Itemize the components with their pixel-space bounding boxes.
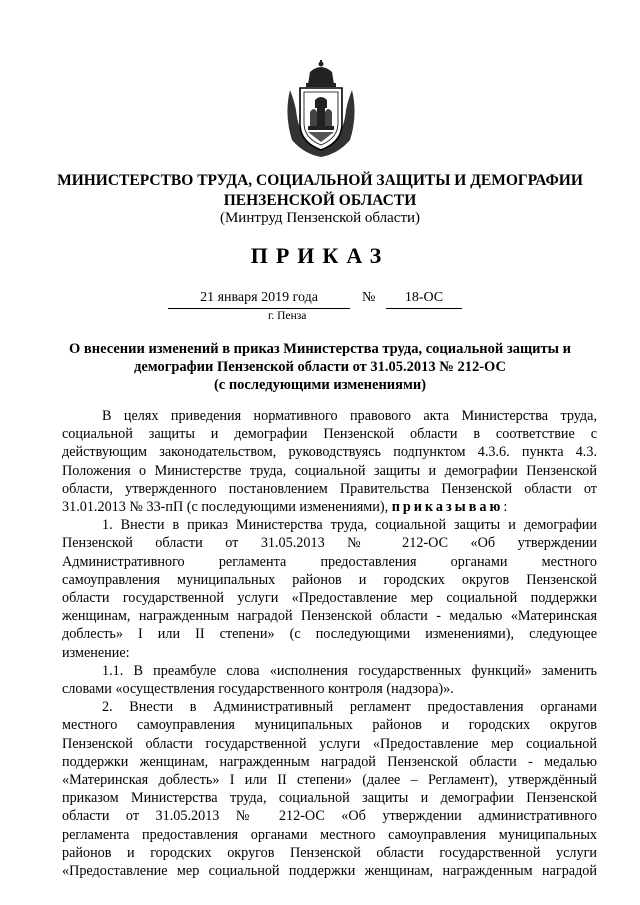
body-line: Положения о Министерстве труда, социальной защиты и демографии Пензенской <box>62 462 597 479</box>
order-word: приказываю <box>391 499 504 516</box>
body-line: доблесть» I или II степени» (с последующими изменениями), следующее <box>62 626 597 643</box>
body-line: поддержки женщинам, награжденным наградой Пензенской области - медалью <box>62 753 597 770</box>
ministry-name-line2: ПЕНЗЕНСКОЙ ОБЛАСТИ <box>223 192 417 209</box>
body-line: изменение: <box>62 644 130 661</box>
ministry-name-line1: МИНИСТЕРСТВО ТРУДА, СОЦИАЛЬНОЙ ЗАЩИТЫ И ДЕМОГРАФИИ <box>57 172 583 189</box>
coat-of-arms-emblem <box>284 60 358 158</box>
body-line: области государственной услуги «Предоставление мер социальной поддержки <box>62 590 597 607</box>
body-line: области, утвержденного постановлением Правительства Пензенской области от <box>62 480 597 497</box>
subject-line2: демографии Пензенской области от 31.05.2013 № 212-ОС <box>134 359 506 375</box>
order-number: 18-ОС <box>386 289 462 309</box>
body-line: области от 31.05.2013 № 212-ОС «Об утверждении административного <box>62 808 597 825</box>
order-city: г. Пенза <box>268 310 307 322</box>
body-line: В целях приведения нормативного правового акта Министерства труда, <box>102 408 597 424</box>
ministry-short-name: (Минтруд Пензенской области) <box>219 210 421 226</box>
body-line: женщинам, награжденным наградой Пензенской области - медалью «Материнская <box>62 608 597 625</box>
subject-line3: (с последующими изменениями) <box>213 377 427 393</box>
body-line: Пензенской области государственной услуги «Предоставление мер социальной <box>62 735 597 752</box>
body-text <box>62 407 597 880</box>
body-line: действующим законодательством, руководствуясь подпунктом 4.3.6. пункта 4.3. <box>62 444 597 461</box>
body-line: Пензенской области от 31.05.2013 № 212-ОС «Об утверждении <box>62 535 597 552</box>
body-line-text: 31.01.2013 № 33-пП (с последующими изменениями), <box>62 499 392 516</box>
order-number-sign: № <box>362 290 376 305</box>
body-line: самоуправления муниципальных районов и городских округов Пензенской <box>62 571 597 588</box>
body-line: социальной защиты и демографии Пензенской области в соответствие с <box>62 426 597 443</box>
body-line: «Предоставление мер социальной поддержки женщинам, награжденным наградой <box>62 863 597 880</box>
body-line: Административного регламента предоставления органами местного <box>62 553 597 570</box>
order-date: 21 января 2019 года <box>168 289 350 309</box>
body-line: регламента предоставления органами местного самоуправления муниципальных <box>62 826 597 843</box>
body-line-text: : <box>503 499 508 516</box>
subject-line1: О внесении изменений в приказ Министерства труда, социальной защиты и <box>69 341 571 357</box>
body-line: 1. Внести в приказ Министерства труда, социальной защиты и демографии <box>102 517 597 534</box>
order-title: ПРИКАЗ <box>250 243 390 268</box>
body-line: 1.1. В преамбуле слова «исполнения государственных функций» заменить <box>102 662 597 679</box>
body-line: словами «осуществления государственного контроля (надзора)». <box>62 681 454 698</box>
body-line-order-clause <box>62 498 597 516</box>
body-line: 2. Внести в Административный регламент предоставления органами <box>102 699 597 716</box>
body-line: районов и городских округов Пензенской области государственной услуги <box>62 844 597 861</box>
body-line: приказом Министерства труда, социальной защиты и демографии Пензенской <box>62 790 597 807</box>
body-line: местного самоуправления муниципальных районов и городских округов <box>62 717 597 734</box>
body-line: «Материнская доблесть» I или II степени» (далее – Регламент), утверждённый <box>62 772 597 789</box>
